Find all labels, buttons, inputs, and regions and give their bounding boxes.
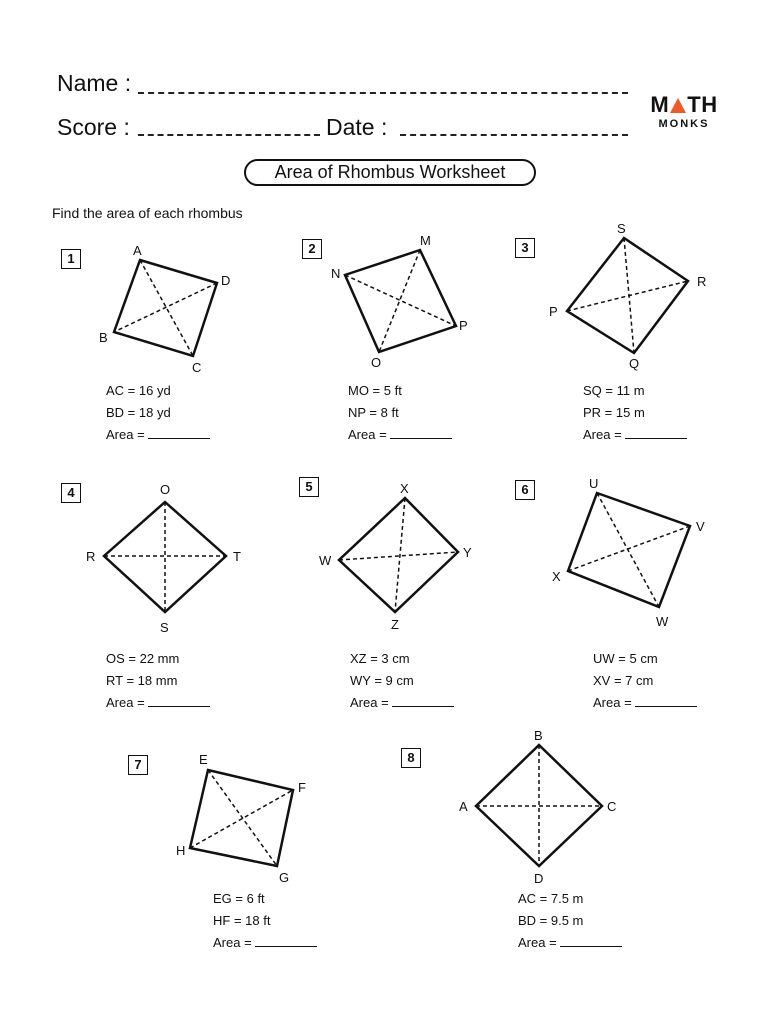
problem-4-given — [106, 648, 210, 714]
diagonal-7b — [190, 790, 293, 848]
area-label: Area = — [593, 695, 632, 710]
vertex-label: O — [160, 482, 171, 497]
instructions: Find the area of each rhombus — [52, 205, 243, 221]
problem-number-7: 7 — [128, 755, 148, 775]
diagonal-5b — [339, 552, 458, 560]
area-row — [583, 424, 687, 446]
given-diagonal-1: AC = 7.5 m — [518, 891, 584, 906]
given-diagonal-2: WY = 9 cm — [350, 673, 414, 688]
diagonal-2b — [345, 275, 456, 326]
logo-left: M — [650, 92, 670, 117]
vertex-label: X — [552, 569, 561, 584]
area-answer-field[interactable] — [255, 933, 317, 947]
given-diagonal-1: UW = 5 cm — [593, 651, 658, 666]
date-label: Date : — [326, 114, 388, 140]
area-answer-field[interactable] — [148, 693, 210, 707]
area-row — [518, 932, 622, 954]
problem-1-given — [106, 380, 210, 446]
given-diagonal-2: RT = 18 mm — [106, 673, 178, 688]
area-label: Area = — [350, 695, 389, 710]
area-row — [106, 692, 210, 714]
score-label: Score : — [57, 114, 130, 140]
problem-5-given — [350, 648, 454, 714]
rhombus-7 — [190, 770, 293, 866]
area-answer-field[interactable] — [392, 693, 454, 707]
diagonal-2a — [379, 250, 420, 352]
area-row — [348, 424, 452, 446]
rhombus-3 — [567, 238, 688, 353]
given-diagonal-1: XZ = 3 cm — [350, 651, 410, 666]
vertex-label: C — [607, 799, 617, 814]
vertex-label: Z — [391, 617, 399, 632]
given-diagonal-1: EG = 6 ft — [213, 891, 265, 906]
vertex-label: V — [696, 519, 705, 534]
problem-7-given — [213, 888, 317, 954]
vertex-label: P — [549, 304, 558, 319]
given-diagonal-1: MO = 5 ft — [348, 383, 402, 398]
given-diagonal-1: AC = 16 yd — [106, 383, 171, 398]
given-diagonal-2: BD = 9.5 m — [518, 913, 584, 928]
given-diagonal-2: BD = 18 yd — [106, 405, 171, 420]
vertex-label: S — [160, 620, 169, 635]
given-diagonal-2: NP = 8 ft — [348, 405, 399, 420]
vertex-label: O — [371, 355, 382, 370]
problem-number-5: 5 — [299, 477, 319, 497]
vertex-label: A — [459, 799, 468, 814]
vertex-label: D — [221, 273, 231, 288]
vertex-label: N — [331, 266, 341, 281]
problem-6-given — [593, 648, 697, 714]
area-label: Area = — [213, 935, 252, 950]
given-diagonal-2: XV = 7 cm — [593, 673, 654, 688]
vertex-label: S — [617, 221, 626, 236]
given-diagonal-2: PR = 15 m — [583, 405, 645, 420]
rhombus-2 — [345, 250, 456, 352]
worksheet-title: Area of Rhombus Worksheet — [244, 159, 536, 186]
rhombus-5 — [339, 498, 458, 612]
problem-number-3: 3 — [515, 238, 535, 258]
area-row — [106, 424, 210, 446]
area-label: Area = — [106, 695, 145, 710]
area-answer-field[interactable] — [560, 933, 622, 947]
vertex-label: A — [133, 243, 142, 258]
vertex-label: G — [279, 870, 290, 885]
area-label: Area = — [348, 427, 387, 442]
problem-number-4: 4 — [61, 483, 81, 503]
diagonal-6a — [597, 493, 659, 607]
vertex-label: Q — [629, 356, 640, 371]
area-answer-field[interactable] — [390, 425, 452, 439]
area-answer-field[interactable] — [148, 425, 210, 439]
given-diagonal-1: OS = 22 mm — [106, 651, 180, 666]
vertex-label: H — [176, 843, 186, 858]
vertex-label: B — [534, 728, 543, 743]
problem-number-2: 2 — [302, 239, 322, 259]
area-answer-field[interactable] — [635, 693, 697, 707]
vertex-label: D — [534, 871, 544, 886]
area-label: Area = — [518, 935, 557, 950]
logo-right: TH — [687, 92, 718, 117]
vertex-label: B — [99, 330, 108, 345]
vertex-label: T — [233, 549, 241, 564]
vertex-label: C — [192, 360, 202, 375]
problem-3-given — [583, 380, 687, 446]
vertex-label: W — [656, 614, 669, 629]
area-answer-field[interactable] — [625, 425, 687, 439]
vertex-label: E — [199, 752, 208, 767]
vertex-label: P — [459, 318, 468, 333]
vertex-label: M — [420, 233, 431, 248]
problem-2-given — [348, 380, 452, 446]
vertex-label: U — [589, 476, 599, 491]
vertex-label: F — [298, 780, 306, 795]
vertex-label: X — [400, 481, 409, 496]
vertex-label: R — [697, 274, 707, 289]
logo-subtext: MONKS — [658, 118, 710, 130]
given-diagonal-2: HF = 18 ft — [213, 913, 271, 928]
given-diagonal-1: SQ = 11 m — [583, 383, 645, 398]
area-label: Area = — [583, 427, 622, 442]
area-row — [593, 692, 697, 714]
name-label: Name : — [57, 70, 132, 96]
problem-number-6: 6 — [515, 480, 535, 500]
area-row — [350, 692, 454, 714]
vertex-label: Y — [463, 545, 472, 560]
vertex-label: R — [86, 549, 96, 564]
rhombus-6 — [568, 493, 690, 607]
problem-number-8: 8 — [401, 748, 421, 768]
problem-number-1: 1 — [61, 249, 81, 269]
diagonal-6b — [568, 526, 690, 571]
vertex-label: W — [319, 553, 332, 568]
area-row — [213, 932, 317, 954]
area-label: Area = — [106, 427, 145, 442]
problem-8-given — [518, 888, 622, 954]
